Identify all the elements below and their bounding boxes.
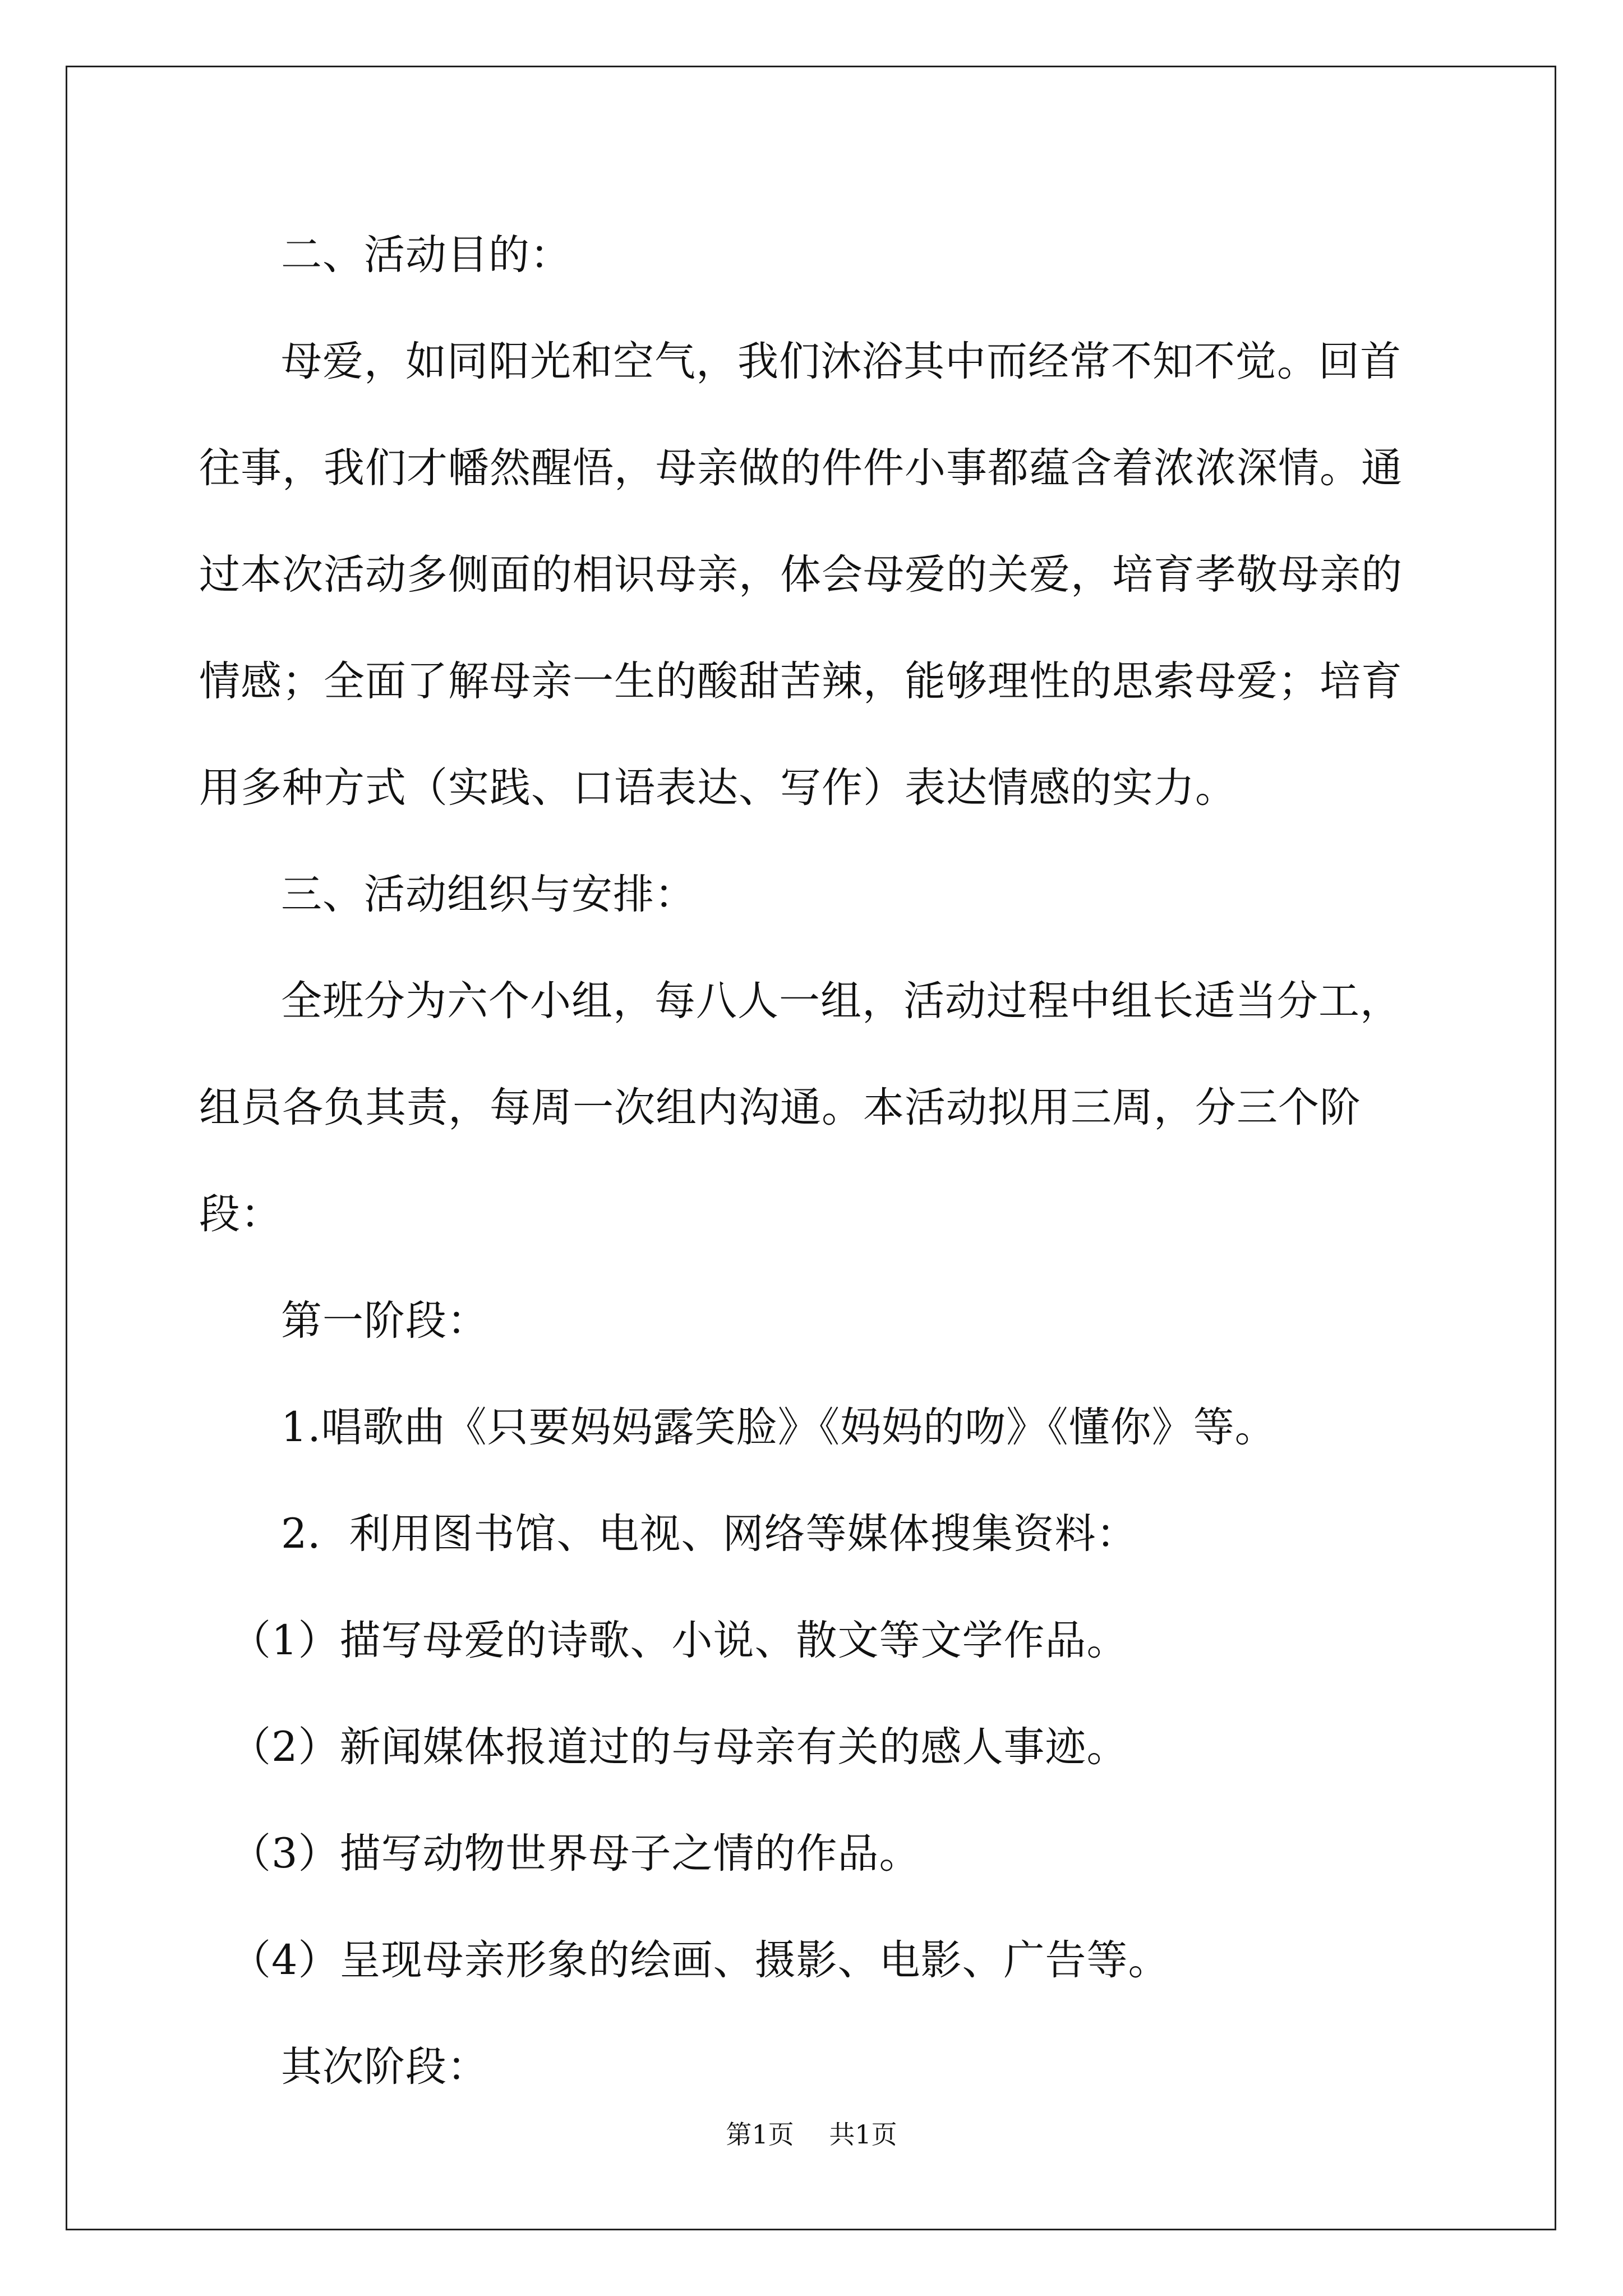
- sub-item: （3）描写动物世界母子之情的作品。: [230, 1830, 921, 1878]
- organization-paragraph: 全班分为六个小组，每八人一组，活动过程中组长适当分工，组员各负其责，每周一次组内沟通。本活动拟用三周，分三个阶段：: [199, 977, 1401, 1238]
- sub-item: （2）新闻媒体报道过的与母亲有关的感人事迹。: [230, 1723, 1128, 1771]
- step-item: 1.唱歌曲《只要妈妈露笑脸》《妈妈的吻》《懂你》等。: [281, 1404, 1276, 1451]
- step-item: 2．利用图书馆、电视、网络等媒体搜集资料：: [281, 1510, 1138, 1558]
- page-number: 第1页: [726, 2119, 794, 2150]
- page-total: 共1页: [829, 2119, 897, 2150]
- sub-item: （4）呈现母亲形象的绘画、摄影、电影、广告等。: [230, 1936, 1170, 1984]
- section-heading-organization: 三、活动组织与安排：: [281, 871, 696, 918]
- section-heading-purpose: 二、活动目的：: [281, 231, 571, 279]
- document-body: [199, 202, 1427, 2120]
- purpose-paragraph: 母爱，如同阳光和空气，我们沐浴其中而经常不知不觉。回首往事，我们才幡然醒悟，母亲做的件件小事都蕴含着浓浓深情。通过本次活动多侧面的相识母亲，体会母爱的关爱，培育孝敬母亲的情感；全面了解母亲一生的酸甜苦辣，能够理性的思索母爱；培育用多种方式（实践、口语表达、写作）表达情感的实力。: [199, 338, 1403, 812]
- page-footer: [0, 2118, 1623, 2151]
- stage-one-heading: 第一阶段：: [281, 1297, 488, 1345]
- sub-item: （1）描写母爱的诗歌、小说、散文等文学作品。: [230, 1617, 1128, 1664]
- stage-two-heading: 其次阶段：: [281, 2043, 488, 2091]
